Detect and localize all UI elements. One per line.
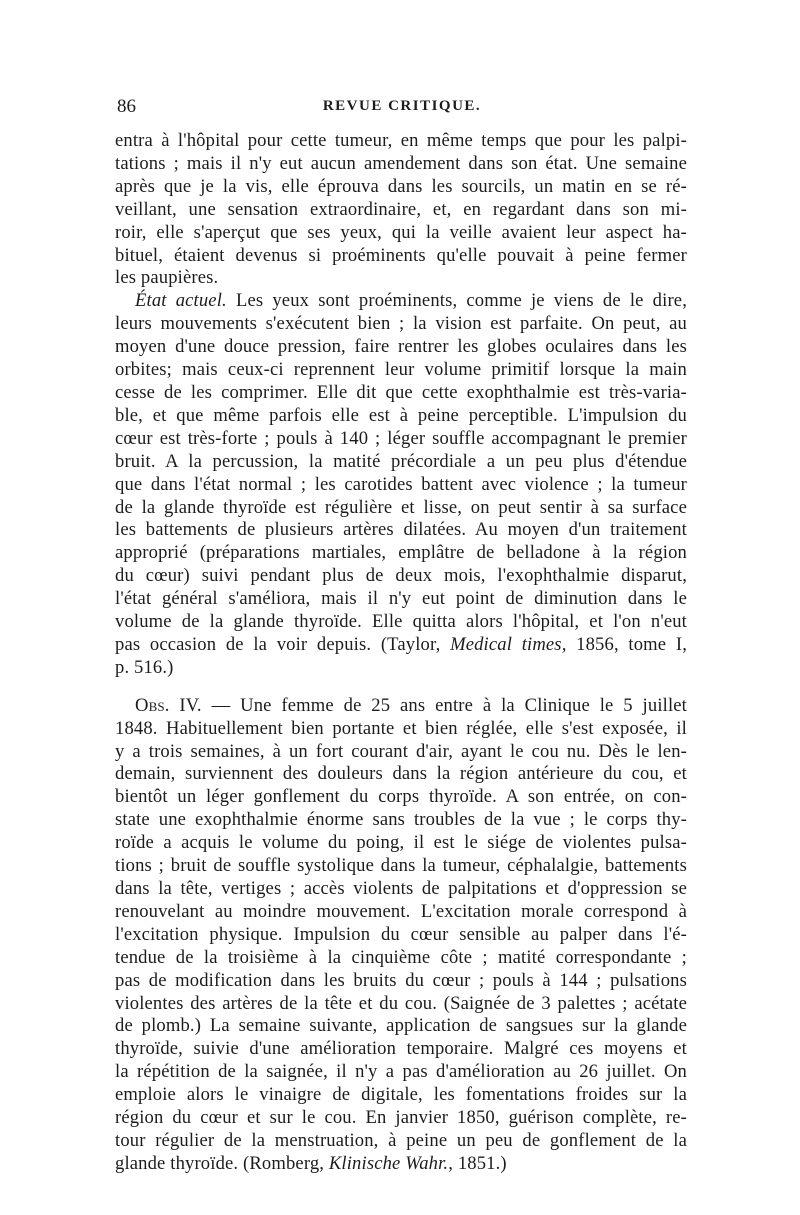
text-line: volume de la glande thyroïde. Elle quitta alors l'hôpital, et l'on n'eut: [115, 611, 687, 633]
text-line: emploie alors le vinaigre de digitale, les fomentations froides sur la: [115, 1084, 687, 1106]
observation-label: Obs.: [135, 694, 170, 716]
body-text: [115, 130, 687, 1176]
text-line: violentes des artères de la tête et du cou. (Saignée de 3 palettes ; acétate: [115, 992, 687, 1014]
text-line: demain, surviennent des douleurs dans la région antérieure du cou, et: [115, 763, 687, 785]
text-line: du cœur) suivi pendant plus de deux mois, l'exophthalmie disparut,: [115, 565, 687, 587]
page-number: 86: [117, 96, 136, 117]
text-line: approprié (préparations martiales, emplâtre de belladone à la région: [115, 542, 687, 564]
text-line: de plomb.) La semaine suivante, application de sangsues sur la glande: [115, 1015, 687, 1037]
section-heading: État actuel.: [135, 290, 227, 312]
text-line: leurs mouvements s'exécutent bien ; la vision est parfaite. On peut, au: [115, 313, 687, 335]
paragraph-continuation: [115, 130, 687, 290]
text-line: renouvelant au moindre mouvement. L'excitation morale correspond à: [115, 900, 687, 922]
text-line: state une exophthalmie énorme sans troubles de la vue ; le corps thy-: [115, 809, 687, 831]
text-line: cesse de les comprimer. Elle dit que cette exophthalmie est très-varia-: [115, 381, 687, 403]
text-line: tions ; bruit de souffle systolique dans la tumeur, céphalalgie, battements: [115, 855, 687, 877]
text-line: ble, et que même parfois elle est à peine perceptible. L'impulsion du: [115, 404, 687, 426]
text-line: région du cœur et sur le cou. En janvier 1850, guérison complète, re-: [115, 1107, 687, 1129]
text-line: cœur est très-forte ; pouls à 140 ; léger souffle accompagnant le premier: [115, 427, 687, 449]
text-line: les paupières.: [115, 267, 219, 289]
text-line: tendue de la troisième à la cinquième côte ; matité correspondante ;: [115, 946, 687, 968]
page-header: [117, 96, 687, 120]
text-line: roïde a acquis le volume du poing, il est le siége de violentes pulsa-: [115, 832, 687, 854]
text-line: tour régulier de la menstruation, à peine un peu de gonflement de la: [115, 1129, 687, 1151]
text-line: moyen d'une douce pression, faire rentrer les globes oculaires dans les: [115, 336, 687, 358]
paragraph-observation-iv: [115, 695, 687, 1176]
paragraph-etat-actuel: [115, 290, 687, 679]
text-line: l'excitation physique. Impulsion du cœur sensible au palper dans l'é-: [115, 923, 687, 945]
text-line: p. 516.): [115, 656, 174, 678]
text-line: la répétition de la saignée, il n'y a pas d'amélioration au 26 juillet. On: [115, 1061, 687, 1083]
text-line: bruit. A la percussion, la matité précordiale a un peu plus d'étendue: [115, 450, 687, 472]
text-line: les battements de plusieurs artères dilatées. Au moyen d'un traitement: [115, 519, 687, 541]
text-line: Obs. IV. — Une femme de 25 ans entre à la Clinique le 5 juillet: [135, 694, 687, 716]
text-line: de la glande thyroïde est régulière et lisse, on peut sentir à sa surface: [115, 496, 687, 518]
text-line: pas occasion de la voir depuis. (Taylor, Medical times, 1856, tome I,: [115, 633, 687, 655]
text-line: glande thyroïde. (Romberg, Klinische Wahr., 1851.): [115, 1152, 507, 1174]
text-line: après que je la vis, elle éprouva dans les sourcils, un matin en se ré-: [115, 175, 687, 197]
text-line: État actuel. Les yeux sont proéminents, comme je viens de le dire,: [135, 290, 687, 312]
text-line: pas de modification dans les bruits du cœur ; pouls à 144 ; pulsations: [115, 969, 687, 991]
text-line: orbites; mais ceux-ci reprennent leur volume primitif lorsque la main: [115, 359, 687, 381]
text-line: dans la tête, vertiges ; accès violents de palpitations et d'oppression se: [115, 878, 687, 899]
text-line: bientôt un léger gonflement du corps thyroïde. A son entrée, on con-: [115, 786, 687, 808]
text-line: entra à l'hôpital pour cette tumeur, en même temps que pour les palpi-: [115, 130, 687, 151]
text-line: 1848. Habituellement bien portante et bien réglée, elle s'est exposée, il: [115, 717, 687, 739]
text-line: veillant, une sensation extraordinaire, et, en regardant dans son mi-: [115, 198, 687, 220]
text-line: bituel, étaient devenus si proéminents qu'elle pouvait à peine fermer: [115, 244, 687, 266]
text-line: roir, elle s'aperçut que ses yeux, qui la veille avaient leur aspect ha-: [115, 221, 687, 243]
text-line: l'état général s'améliora, mais il n'y eut point de diminution dans le: [115, 588, 687, 610]
text-line: tations ; mais il n'y eut aucun amendement dans son état. Une semaine: [115, 152, 687, 174]
text-line: y a trois semaines, à un fort courant d'air, ayant le cou nu. Dès le len-: [115, 740, 687, 762]
text-line: que dans l'état normal ; les carotides battent avec violence ; la tumeur: [115, 473, 687, 495]
journal-title: Medical times,: [450, 633, 567, 655]
journal-title: Klinische Wahr.,: [328, 1152, 454, 1174]
running-title: REVUE CRITIQUE.: [322, 98, 482, 114]
text-line: thyroïde, suivie d'une amélioration temporaire. Malgré ces moyens et: [115, 1038, 687, 1060]
